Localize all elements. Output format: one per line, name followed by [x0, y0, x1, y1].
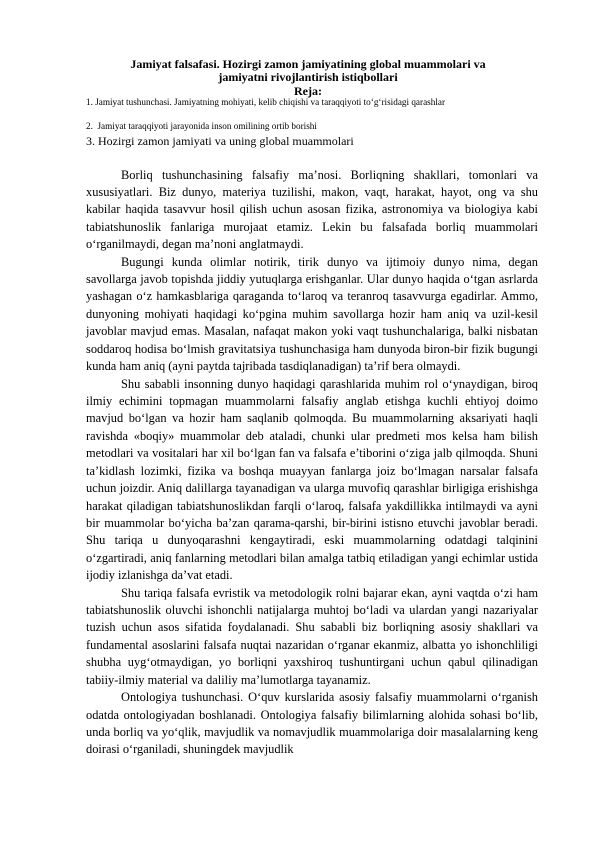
paragraph-5: Ontologiya tushunchasi. O‘quv kurslarida asosiy falsafiy muammolarni o‘rganish odatda ontologiyadan boshlanadi. Ontologiya falsafiy bilimlarning alohida sohasi bo‘lib, unda borliq va yo‘qlik, mavjudlik va nomavjudlik muammolariga doir masalalarning keng doirasi o‘rganiladi, shuningdek mavjudlik [86, 690, 538, 757]
plan-heading: Reja: [294, 84, 322, 98]
paragraph-1: Borliq tushunchasining falsafiy ma’nosi. Borliqning shakllari, tomonlari va xususiyatlari. Biz dunyo, materiya tuzilishi, makon, vaqt, harakat, hayot, ong va shu kabilar haqida tasavvur hosil qilish uchun asosan fizika, astronomiya va biologiya kabi tabiatshunoslik fanlariga murojaat etamiz. Lekin bu falsafada borliq muammolari o‘rganilmaydi, degan ma’noni anglatmaydi. [86, 167, 538, 252]
title-line-1: Jamiyat falsafasi. Hozirgi zamon jamiyatining global muammolari va [130, 57, 486, 71]
plan-item-2: 2. Jamiyat taraqqiyoti jarayonida inson omilining ortib borishi [86, 121, 317, 131]
plan-item-3: 3. Hozirgi zamon jamiyati va uning global muammolari [86, 134, 354, 148]
title-line-2: jamiyatni rivojlantirish istiqbollari [218, 70, 398, 85]
paragraph-3: Shu sababli insonning dunyo haqidagi qarashlarida muhim rol o‘ynaydigan, biroq ilmiy echimini topmagan muammolarni falsafiy anglab etishga kuchli ehtiyoj doimo mavjud bo‘lgan va hozir ham saqlanib qolmoqda. Bu muammolarning aksariyati haqli ravishda «boqiy» muammolar deb ataladi, chunki ular predmeti mos kelsa ham bilish metodlari va vositalari har xil bo‘lgan fan va falsafa e’tiborini o‘ziga jalb qilmoqda. Shuni ta’kidlash lozimki, fizika va boshqa muayyan fanlarga joiz bo‘lmagan narsalar falsafa uchun joizdir. Aniq dalillarga tayanadigan va ularga muvofiq qarashlar birligiga erishishga harakat qiladigan tabiatshunoslikdan farqli o‘laroq, falsafa yakdillikka intilmaydi va ayni bir muammolar bo‘yicha ba’zan qarama-qarshi, bir-birini istisno etuvchi javoblar beradi. Shu tariqa u dunyoqarashni kengaytiradi, eski muammolarning odatdagi talqinini o‘zgartiradi, aniq fanlarning metodlari bilan amalga tatbiq etiladigan yangi echimlar ustida ijodiy izlanishga da’vat etadi. [86, 376, 538, 583]
document-body [86, 167, 538, 759]
plan-item-1: 1. Jamiyat tushunchasi. Jamiyatning mohiyati, kelib chiqishi va taraqqiyoti to‘g‘risidagi qarashlar [86, 97, 446, 107]
paragraph-4: Shu tariqa falsafa evristik va metodologik rolni bajarar ekan, ayni vaqtda o‘zi ham tabiatshunoslik oluvchi ishonchli natijalarga muhtoj bo‘ladi va ulardan yangi nazariyalar tuzish uchun asos sifatida foydalanadi. Shu sababli biz borliqning asosiy shakllari va fundamental asoslarini falsafa nuqtai nazaridan o‘rganar ekanmiz, albatta yo ishonchliligi shubha uyg‘otmaydigan, yo borliqni yaxshiroq tushuntirgani uchun qabul qilinadigan tabiiy-ilmiy material va daliliy ma’lumotlarga tayanamiz. [86, 585, 538, 687]
paragraph-2: Bugungi kunda olimlar notirik, tirik dunyo va ijtimoiy dunyo nima, degan savollarga javob topishda jiddiy yutuqlarga erishganlar. Ular dunyo haqida o‘tgan asrlarda yashagan o‘z hamkasblariga qaraganda to‘laroq va teranroq tasavvurga egadirlar. Ammo, dunyoning mohiyati haqidagi ko‘pgina muhim savollarga hozir ham aniq va uzil-kesil javoblar mavjud emas. Masalan, nafaqat makon yoki vaqt tushunchalariga, balki nisbatan soddaroq hodisa bo‘lmish gravitatsiya tushunchasiga ham dunyoda biron-bir fizik bugungi kunda ham aniq (ayni paytda tajribada tasdiqlanadigan) ta’rif bera olmaydi. [86, 254, 538, 374]
document-title [78, 58, 538, 85]
